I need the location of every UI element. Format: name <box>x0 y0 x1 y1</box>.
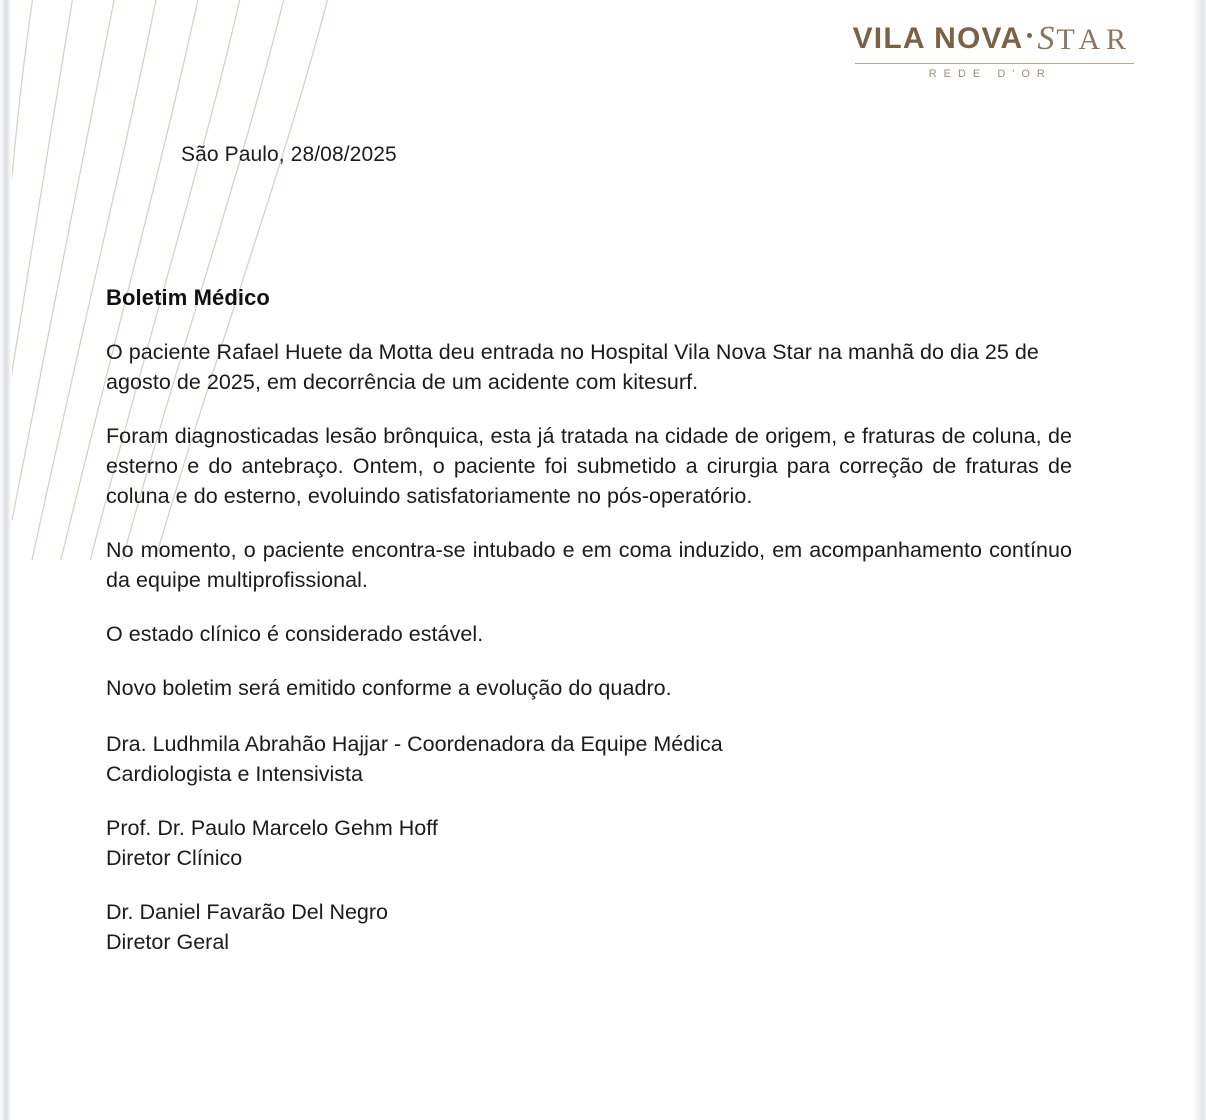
logo-star-rest: TAR <box>1056 23 1132 56</box>
signatory-role: Cardiologista e Intensivista <box>106 762 363 786</box>
dateline: São Paulo, 28/08/2025 <box>181 143 397 166</box>
signature-block-3 <box>106 897 1072 957</box>
logo-dot-separator <box>1027 33 1032 38</box>
page-title: Boletim Médico <box>106 285 270 310</box>
document-body <box>106 0 1072 957</box>
logo-star-s-glyph: S <box>1037 20 1057 57</box>
hospital-logo <box>853 22 1132 80</box>
paragraph-5: Novo boletim será emitido conforme a evolução do quadro. <box>106 676 672 700</box>
signatory-name: Dra. Ludhmila Abrahão Hajjar - Coordenadora da Equipe Médica <box>106 732 723 756</box>
logo-star-text <box>1037 20 1132 57</box>
paragraph-1: O paciente Rafael Huete da Motta deu entrada no Hospital Vila Nova Star na manhã do dia 25 de agosto de 2025, em decorrência de um acidente com kitesurf. <box>106 340 1039 394</box>
logo-divider-rule <box>855 63 1134 64</box>
paragraph-2: Foram diagnosticadas lesão brônquica, esta já tratada na cidade de origem, e fraturas de coluna, de esterno e do antebraço. Ontem, o paciente foi submetido a cirurgia para correção de fraturas de coluna e do esterno, evoluindo satisfatoriamente no pós-operatório. <box>106 424 1072 508</box>
logo-subtitle-rede-dor: REDE D'OR <box>928 68 1052 80</box>
page-right-edge-shadow <box>1192 0 1206 1120</box>
signatory-role: Diretor Clínico <box>106 846 243 870</box>
signature-block-2 <box>106 813 1072 873</box>
paragraph-4: O estado clínico é considerado estável. <box>106 622 484 646</box>
signatory-role: Diretor Geral <box>106 930 230 954</box>
signature-block-1 <box>106 729 1072 789</box>
logo-vila-nova-text: VILA NOVA <box>852 22 1024 55</box>
signatory-name: Prof. Dr. Paulo Marcelo Gehm Hoff <box>106 816 438 840</box>
signatory-name: Dr. Daniel Favarão Del Negro <box>106 900 389 924</box>
page-left-edge-shadow <box>0 0 12 1120</box>
logo-wordmark <box>853 22 1132 56</box>
paragraph-3: No momento, o paciente encontra-se intubado e em coma induzido, em acompanhamento contínuo da equipe multiprofissional. <box>106 538 1072 592</box>
